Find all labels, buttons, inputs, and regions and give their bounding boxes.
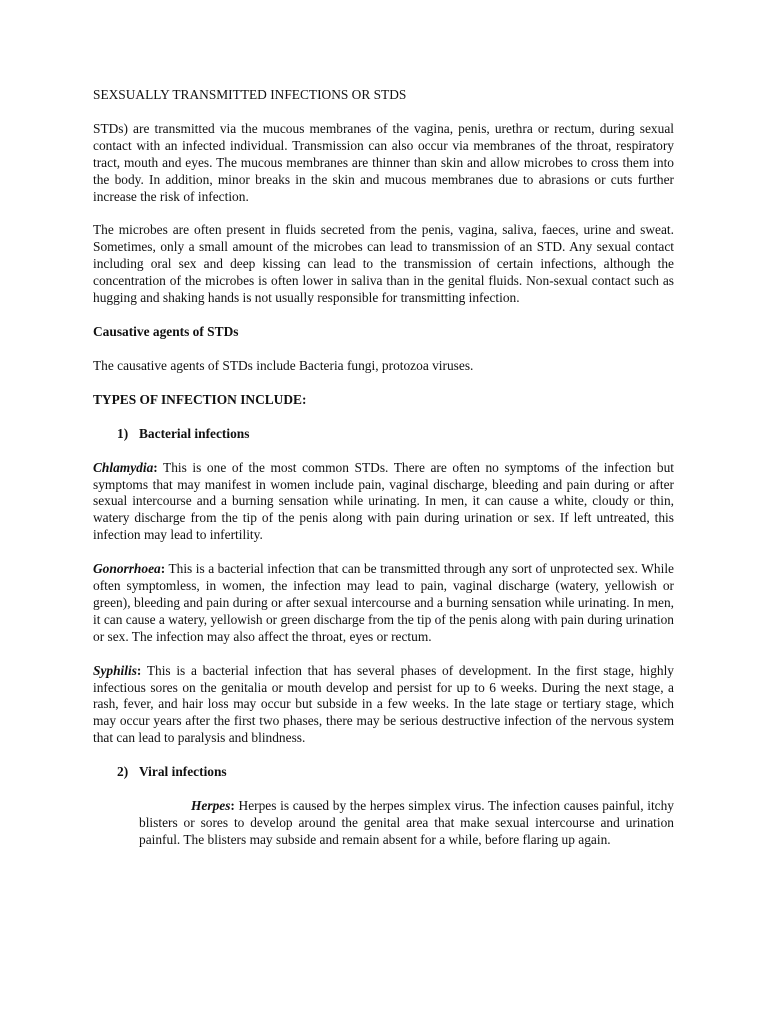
intro-paragraph-2: The microbes are often present in fluids secreted from the penis, vagina, saliva, faeces, urine and sweat. Sometimes, only a small amount of the microbes can lead to transmission of an STD. Any sexual contact including oral sex and deep kissing can lead to the transmission of certain infections, although the concentration of the microbes is often lower in saliva than in the genital fluids. Non-sexual contact such as hugging and shaking hands is not usually responsible for transmitting infection. [93,222,674,306]
syphilis-paragraph [93,663,674,748]
chlamydia-paragraph [93,460,674,545]
document-title: SEXSUALLY TRANSMITTED INFECTIONS OR STDS [93,87,407,102]
syphilis-text: This is a bacterial infection that has several phases of development. In the first stage, highly infectious sores on the genitalia or mouth develop and persist for up to 6 weeks. During the next stage, a rash, fever, and hair loss may occur but subside in a few weeks. In the late stage or tertiary stage, which may occur years after the first two phases, there may be serious destructive infection of the nervous system that can lead to paralysis and blindness. [93,662,674,746]
viral-number: 2) [117,764,129,780]
causative-heading: Causative agents of STDs [93,323,239,339]
herpes-text: Herpes is caused by the herpes simplex virus. The infection causes painful, itchy blisters or sores to develop around the genital area that make sexual intercourse and urination painful. The blisters may subside and remain absent for a while, before flaring up again. [139,798,674,847]
syphilis-term: Syphilis [93,662,137,678]
viral-heading-text: Viral infections [139,764,227,780]
herpes-paragraph [139,798,674,849]
chlamydia-term: Chlamydia [93,459,154,475]
chlamydia-text: This is one of the most common STDs. There are often no symptoms of the infection but symptoms that may manifest in women include pain, vaginal discharge, bleeding and pain during or after sexual intercourse and a burning sensation while urinating. In men, it can cause a white, cloudy or thin, watery discharge from the tip of the penis along with pain during urination or sex. If left untreated, this infection may lead to infertility. [93,459,674,543]
herpes-term: Herpes [191,798,231,814]
document-page [93,87,674,866]
syphilis-colon: : [136,662,142,678]
intro-paragraph-1: STDs) are transmitted via the mucous membranes of the vagina, penis, urethra or rectum, during sexual contact with an infected individual. Transmission can also occur via membranes of the throat, respiratory tract, mouth and eyes. The mucous membranes are thinner than skin and allow microbes to cross them into the body. In addition, minor breaks in the skin and mucous membranes due to abrasions or cuts further increase the risk of infection. [93,120,674,204]
herpes-colon: : [230,798,235,814]
bacterial-heading-text: Bacterial infections [139,425,250,441]
causative-text: The causative agents of STDs include Bacteria fungi, protozoa viruses. [93,357,474,373]
gonorrhoea-paragraph [93,561,674,646]
gonorrhoea-term: Gonorrhoea [93,561,161,577]
gonorrhoea-text: This is a bacterial infection that can be transmitted through any sort of unprotected sex. While often symptomless, in women, the infection may lead to pain, vaginal discharge (watery, yellowish or green), bleeding and pain during or after sexual intercourse and a burning sensation while urinating. In men, it can cause a watery, yellowish or green discharge from the tip of the penis along with pain during urination or sex. The infection may also affect the throat, eyes or rectum. [93,561,674,644]
bacterial-number: 1) [117,425,129,441]
gonorrhoea-colon: : [160,561,166,577]
chlamydia-colon: : [153,459,158,475]
viral-heading [117,764,674,781]
types-heading: TYPES OF INFECTION INCLUDE: [93,391,307,407]
bacterial-heading [117,426,674,443]
